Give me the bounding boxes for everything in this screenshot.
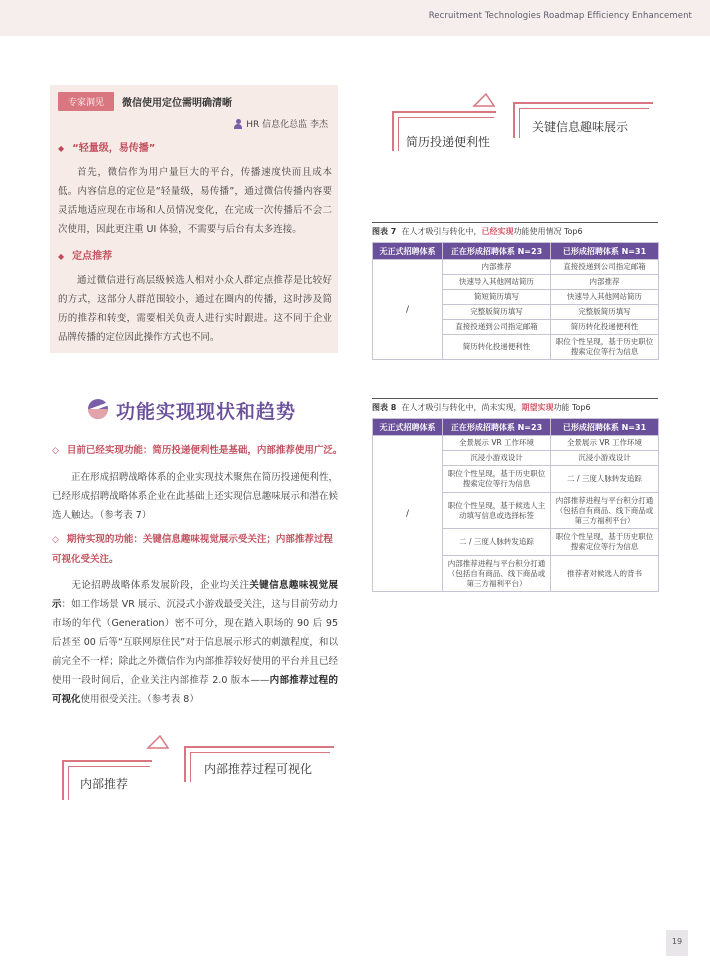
expert-title: 微信使用定位需明确清晰	[122, 98, 233, 109]
table-row: 沉浸小游戏设计 沉浸小游戏设计	[373, 451, 659, 466]
expert-tag: 专家洞见	[58, 92, 114, 111]
diamond-icon: ◆	[58, 252, 65, 261]
page-number: 19	[666, 930, 688, 956]
table-row: 直接投递到公司指定邮箱 简历转化投递便利性	[373, 320, 659, 335]
paragraph-implemented: 正在形成招聘战略体系的企业实现技术聚焦在简历投递便利性，已经形成招聘战略体系企业在此基础上还实现信息趣味展示和潜在候选人触达。（参考表 7）	[52, 472, 338, 521]
callout-internal-referral: 内部推荐	[80, 777, 129, 791]
author-name: HR 信息化总监 李杰	[246, 120, 328, 130]
table-row: 职位个性呈现，基于历史职位搜索定位等行为信息 二 / 三度人脉转发追踪	[373, 466, 659, 493]
section-ball-icon	[88, 399, 108, 419]
running-title: Recruitment Technologies Roadmap Efficiency Enhancement	[428, 11, 692, 21]
bullet-implemented: ◇ 目前已经实现功能：简历投递便利性是基础，内部推荐使用广泛。	[52, 441, 342, 461]
table-row: 二 / 三度人脉转发追踪 职位个性呈现，基于历史职位搜索定位等行为信息	[373, 529, 659, 556]
table-row: 简短简历填写 快速导入其他网站简历	[373, 290, 659, 305]
table8	[372, 418, 659, 592]
table-row: / 全景展示 VR 工作环境 全景展示 VR 工作环境	[373, 436, 659, 451]
bullet-expected: ◇ 期待实现的功能：关键信息趣味视觉展示受关注；内部推荐过程可视化受关注。	[52, 530, 342, 569]
expert-author	[234, 117, 328, 130]
triangle-icon	[146, 734, 170, 750]
expert-paragraph-2: 通过微信进行高层级候选人相对小众人群定点推荐是比较好的方式，这部分人群范围较小，通过在圈内的传播，这时涉及简历的推荐和转变，需要相关负责人进行实时跟进。这不同于企业品牌传播的定位因此操作方式也不同。	[58, 275, 332, 343]
triangle-icon	[472, 92, 496, 108]
table-row: 内部推荐进程与平台积分打通（包括自有商品、线下商品或第三方福利平台） 推荐者对候选人的背书	[373, 556, 659, 592]
callout-resume-convenience: 简历投递便利性	[406, 135, 491, 149]
expert-paragraph-1: 首先，微信作为用户量巨大的平台，传播速度快而且成本低。内容信息的定位是“轻量级，易传播”，通过微信传播内容要灵活地适应现在市场和人员情况变化，在完成一次传播后不会二次使用，因此更注重 UI 体验，不需要与后台有太多连接。	[58, 167, 332, 235]
callout-key-info-display: 关键信息趣味展示	[532, 120, 629, 134]
person-icon	[234, 119, 242, 129]
table-row: 简历转化投递便利性 职位个性呈现，基于历史职位搜索定位等行为信息	[373, 335, 659, 360]
ring-bullet-icon: ◇	[52, 535, 59, 545]
table-row: 完整版简历填写 完整版简历填写	[373, 305, 659, 320]
table7-rule	[372, 222, 658, 223]
callout-referral-visualization: 内部推荐过程可视化	[204, 762, 313, 776]
header-band	[0, 0, 710, 36]
table-row: / 内部推荐 直接投递到公司指定邮箱	[373, 260, 659, 275]
table7-header-row: 无正式招聘体系 正在形成招聘体系 N=23 已形成招聘体系 N=31	[373, 243, 659, 260]
table8-caption: 图表 8 在人才吸引与转化中，尚未实现，期望实现功能 Top6	[372, 403, 591, 412]
table-row: 快速导入其他网站简历 内部推荐	[373, 275, 659, 290]
expert-subtitle-1: ◆ “轻量级，易传播”	[58, 143, 156, 154]
table7-caption: 图表 7 在人才吸引与转化中，已经实现功能使用情况 Top6	[372, 227, 583, 236]
table-row: 职位个性呈现，基于候选人主动填写信息或选择标签 内部推荐进程与平台积分打通（包括自有商品、线下商品或第三方福利平台）	[373, 493, 659, 529]
diamond-icon: ◆	[58, 144, 65, 153]
expert-insight-box	[50, 85, 338, 353]
expert-subtitle-2: ◆ 定点推荐	[58, 251, 113, 262]
table8-header-row: 无正式招聘体系 正在形成招聘体系 N=23 已形成招聘体系 N=31	[373, 419, 659, 436]
table7	[372, 242, 659, 360]
ring-bullet-icon: ◇	[52, 446, 59, 456]
table8-rule	[372, 398, 658, 399]
section-title: 功能实现现状和趋势	[116, 401, 297, 423]
paragraph-expected: 无论招聘战略体系发展阶段，企业均关注关键信息趣味视觉展示：如工作场景 VR 展示、沉浸式小游戏最受关注，这与目前劳动力市场的年代（Generation）密不可分，现在踏入职场的 90 后 95 后甚至 00 后等“互联网原住民”对于信息展示形式的刺激程度，和以前完全不一样；除此之外微信作为内部推荐较好使用的平台并且已经使用一段时间后，企业关注内部推荐 2.0 版本——内部推荐过程的可视化使用很受关注。（参考表 8）	[52, 580, 338, 705]
expert-tag-row	[58, 92, 232, 111]
